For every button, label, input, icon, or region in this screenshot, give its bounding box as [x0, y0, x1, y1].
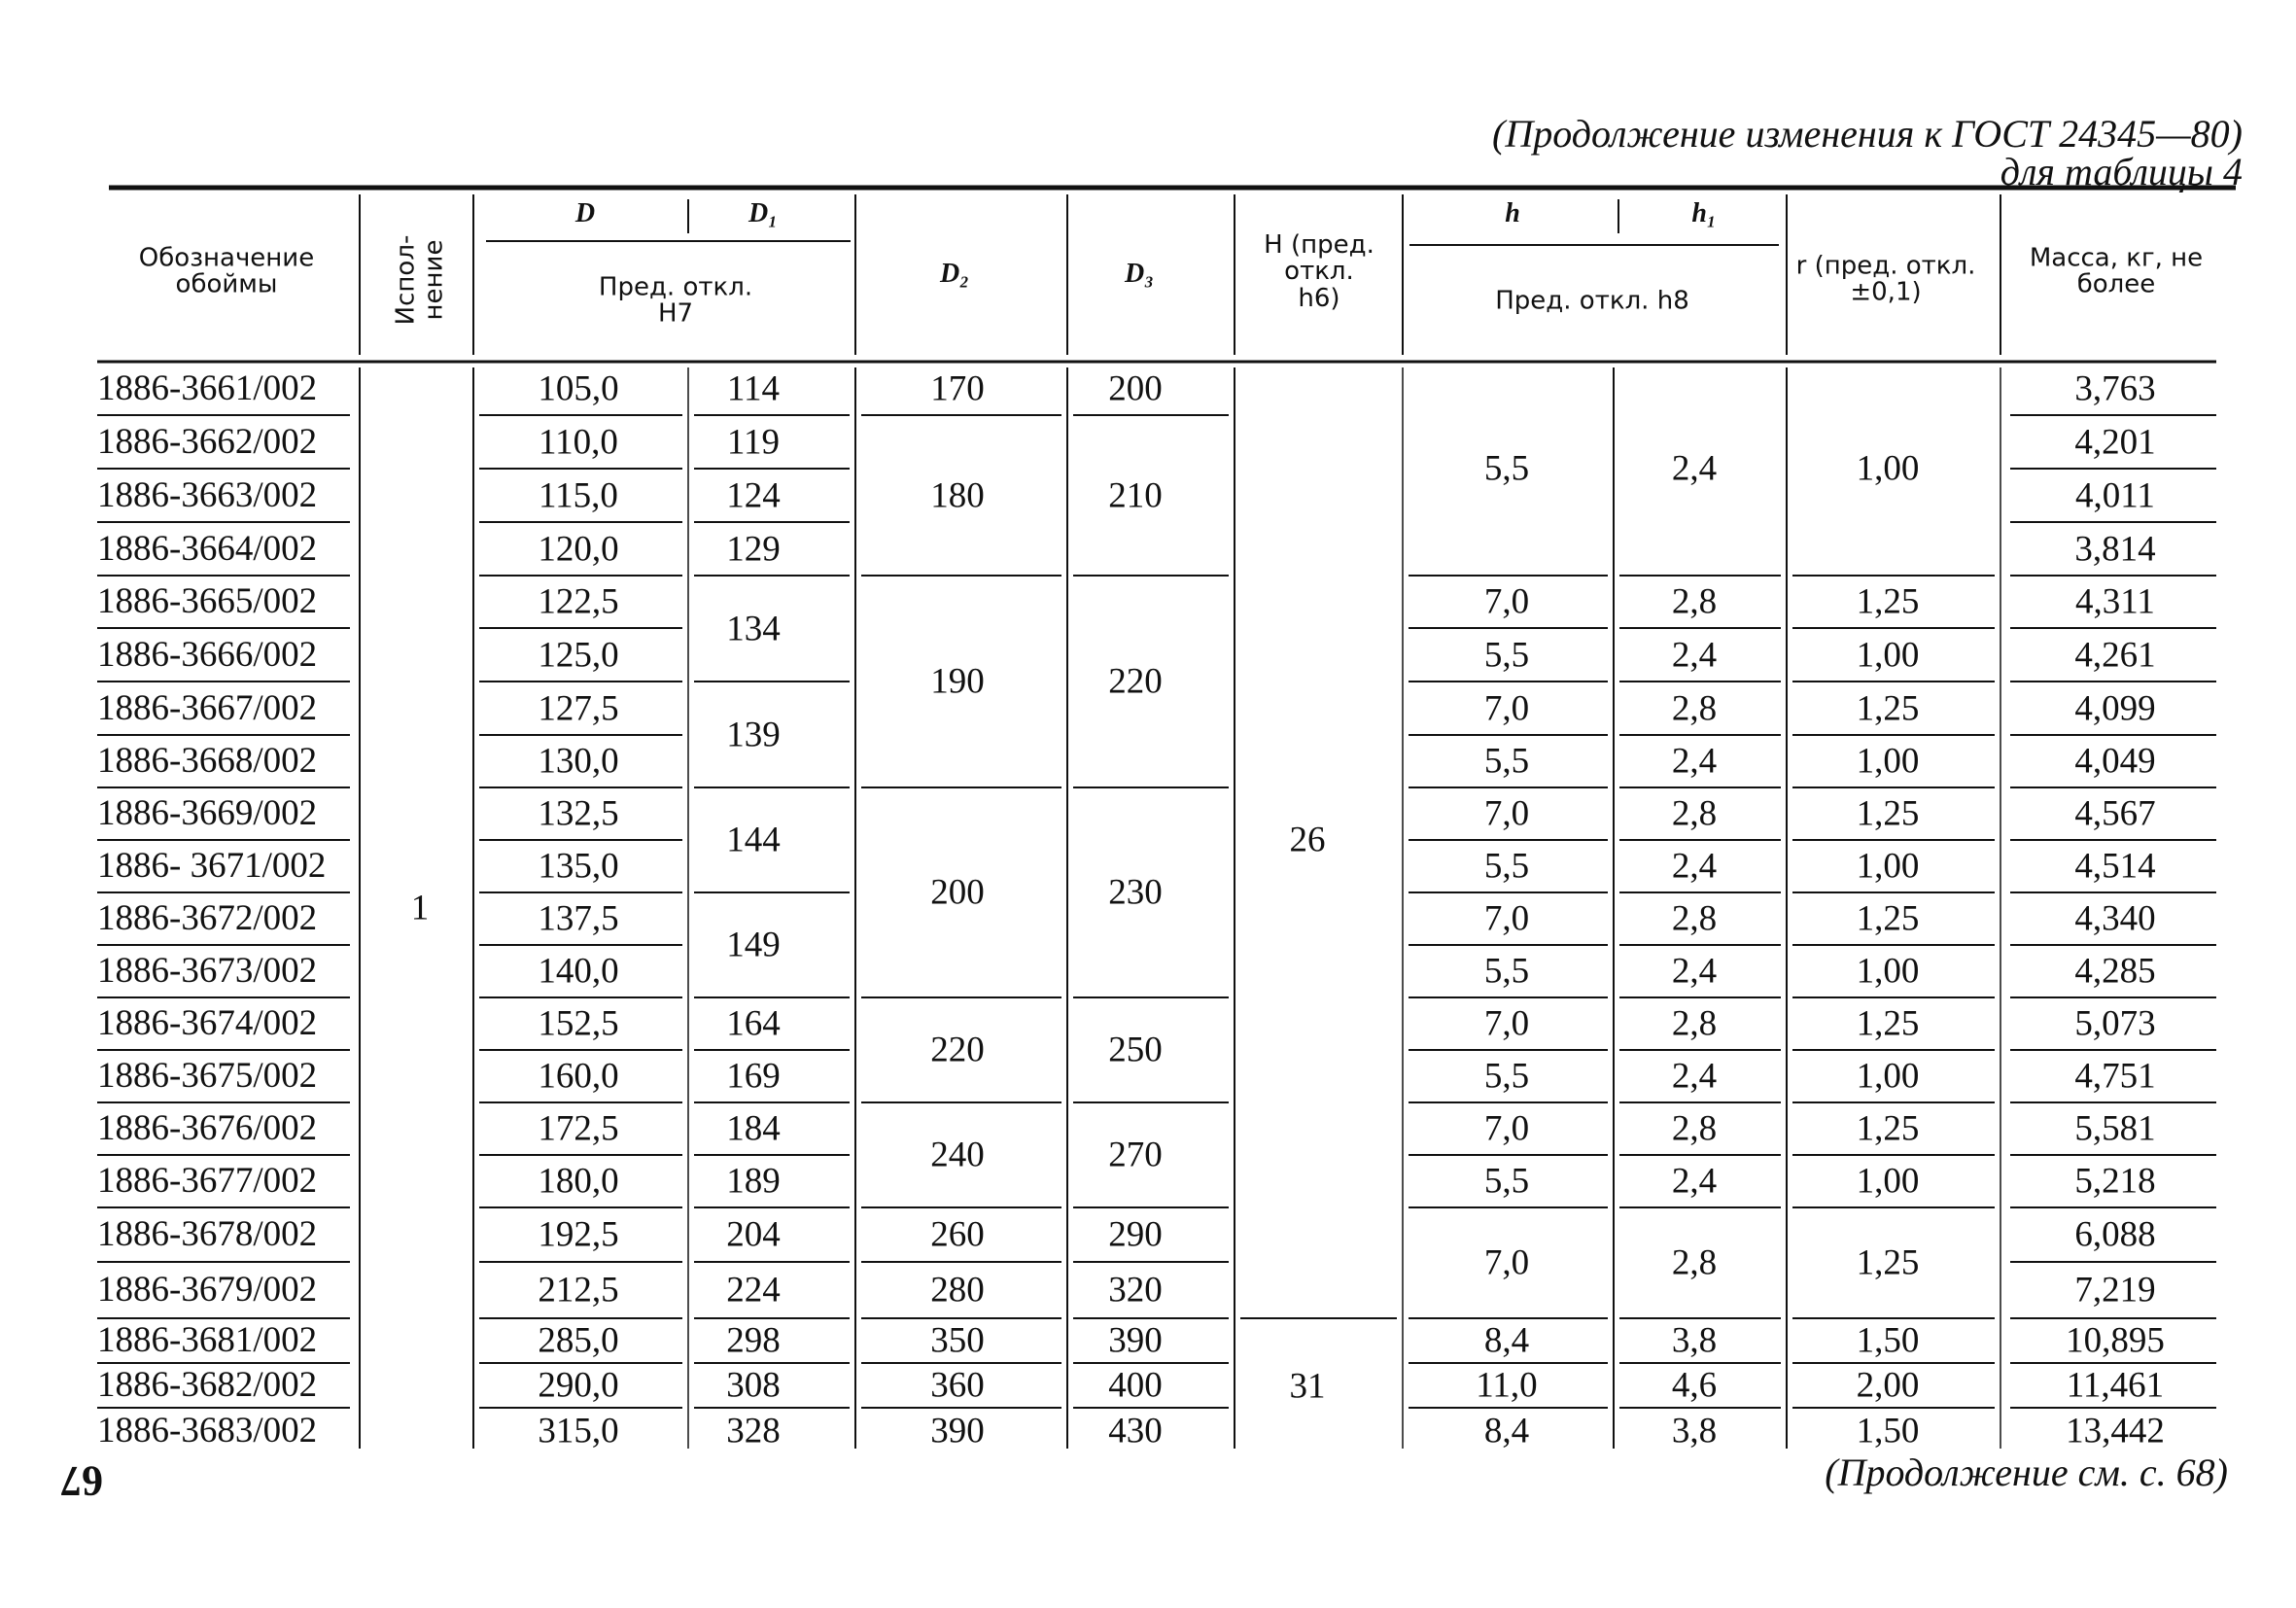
designation-cell: 1886-3683/002 [97, 1410, 318, 1451]
height-h-cell: 31 [1289, 1366, 1326, 1406]
header-d2: D₂ [940, 259, 969, 289]
header-mass: Масса, кг, не более [2029, 243, 2204, 299]
continuation-note: (Продолжение изменения к ГОСТ 24345—80) [1492, 112, 2243, 156]
d-cell: 212,5 [538, 1270, 619, 1311]
d3-cell: 250 [1108, 1030, 1163, 1070]
h1-cell: 4,6 [1671, 1365, 1718, 1406]
header-radius: r (пред. откл. ±0,1) [1795, 251, 1976, 307]
d1-cell: 224 [726, 1270, 781, 1311]
d1-cell: 144 [726, 820, 781, 860]
d3-cell: 220 [1108, 661, 1163, 702]
mass-cell: 4,340 [2074, 898, 2156, 939]
d2-cell: 350 [930, 1320, 985, 1361]
d3-cell: 400 [1108, 1365, 1163, 1406]
d1-cell: 134 [726, 609, 781, 648]
d-cell: 315,0 [538, 1411, 619, 1451]
h1-cell: 2,4 [1671, 741, 1718, 782]
d-cell: 130,0 [538, 741, 619, 782]
h-cell: 5,5 [1483, 448, 1530, 489]
designation-cell: 1886-3682/002 [97, 1365, 318, 1405]
mass-cell: 7,219 [2074, 1270, 2156, 1311]
height-h-cell: 26 [1289, 820, 1326, 860]
designation-cell: 1886-3665/002 [97, 581, 318, 621]
radius-cell: 1,50 [1856, 1411, 1920, 1451]
mass-cell: 11,461 [2066, 1365, 2165, 1406]
d2-cell: 360 [930, 1365, 985, 1406]
radius-cell: 1,25 [1856, 1242, 1920, 1283]
h-cell: 11,0 [1476, 1365, 1538, 1406]
d3-cell: 290 [1108, 1214, 1163, 1255]
h1-cell: 2,4 [1671, 1161, 1718, 1202]
radius-cell: 1,00 [1856, 741, 1920, 782]
designation-cell: 1886-3672/002 [97, 898, 318, 938]
designation-cell: 1886- 3671/002 [97, 846, 327, 886]
d3-cell: 430 [1108, 1411, 1163, 1451]
h1-cell: 2,4 [1671, 635, 1718, 675]
header-execution: Испол-нение [391, 234, 448, 326]
h-cell: 5,5 [1483, 846, 1530, 887]
d1-cell: 298 [726, 1320, 781, 1361]
mass-cell: 10,895 [2066, 1320, 2165, 1361]
radius-cell: 1,00 [1856, 448, 1920, 489]
d3-cell: 230 [1108, 872, 1163, 913]
d3-cell: 200 [1108, 368, 1163, 408]
d-cell: 137,5 [538, 898, 619, 939]
d2-cell: 390 [930, 1411, 985, 1451]
mass-cell: 3,814 [2074, 529, 2156, 569]
h1-cell: 2,4 [1671, 846, 1718, 887]
header-h: h [1505, 198, 1520, 228]
h-cell: 5,5 [1483, 951, 1530, 992]
radius-cell: 1,00 [1856, 1056, 1920, 1097]
d-cell: 135,0 [538, 846, 619, 887]
h1-cell: 2,4 [1671, 448, 1718, 489]
designation-cell: 1886-3675/002 [97, 1056, 318, 1096]
designation-cell: 1886-3667/002 [97, 687, 318, 728]
d-cell: 290,0 [538, 1365, 619, 1406]
mass-cell: 4,099 [2074, 688, 2156, 728]
designation-cell: 1886-3679/002 [97, 1270, 318, 1310]
radius-cell: 1,00 [1856, 846, 1920, 887]
d-cell: 152,5 [538, 1003, 619, 1044]
designation-cell: 1886-3669/002 [97, 793, 318, 833]
h-cell: 5,5 [1483, 741, 1530, 782]
radius-cell: 1,25 [1856, 793, 1920, 834]
header-d3: D₃ [1125, 259, 1154, 289]
designation-cell: 1886-3666/002 [97, 634, 318, 675]
table-reference: для таблицы 4 [2000, 150, 2243, 193]
header-designation: Обозначение обоймы [138, 243, 315, 299]
d-cell: 172,5 [538, 1108, 619, 1149]
d-cell: 132,5 [538, 793, 619, 834]
mass-cell: 4,201 [2074, 422, 2156, 462]
execution-cell: 1 [410, 888, 430, 927]
d2-cell: 170 [930, 368, 985, 408]
d1-cell: 129 [726, 529, 781, 569]
h1-cell: 3,8 [1671, 1320, 1718, 1361]
h1-cell: 2,8 [1671, 688, 1718, 728]
h1-cell: 2,4 [1671, 951, 1718, 992]
mass-cell: 4,567 [2074, 793, 2156, 834]
h-cell: 7,0 [1483, 581, 1530, 622]
radius-cell: 1,25 [1856, 688, 1920, 728]
d1-cell: 189 [726, 1161, 781, 1202]
header-tolerance-h8: Пред. откл. h8 [1495, 286, 1689, 316]
d-cell: 110,0 [539, 422, 618, 462]
d-cell: 285,0 [538, 1320, 619, 1361]
radius-cell: 1,00 [1856, 635, 1920, 675]
radius-cell: 1,25 [1856, 898, 1920, 939]
mass-cell: 4,049 [2074, 741, 2156, 782]
designation-cell: 1886-3664/002 [97, 528, 318, 569]
mass-cell: 3,763 [2074, 368, 2156, 408]
designation-cell: 1886-3678/002 [97, 1214, 318, 1254]
mass-cell: 13,442 [2066, 1411, 2165, 1451]
radius-cell: 1,25 [1856, 1003, 1920, 1044]
header-tolerance-h7: Пред. откл. H7 [598, 272, 753, 329]
mass-cell: 4,285 [2074, 951, 2156, 992]
h1-cell: 2,8 [1671, 1003, 1718, 1044]
d-cell: 127,5 [538, 688, 619, 728]
d-cell: 122,5 [538, 581, 619, 622]
designation-cell: 1886-3681/002 [97, 1320, 318, 1360]
d2-cell: 200 [930, 872, 985, 913]
header-d1: D₁ [748, 198, 778, 228]
d1-cell: 114 [726, 368, 781, 408]
d2-cell: 190 [930, 661, 985, 702]
radius-cell: 2,00 [1856, 1365, 1920, 1406]
mass-cell: 4,011 [2075, 475, 2155, 515]
d1-cell: 119 [726, 422, 781, 462]
d1-cell: 149 [726, 925, 781, 965]
designation-cell: 1886-3677/002 [97, 1161, 318, 1201]
d-cell: 105,0 [538, 368, 619, 408]
d1-cell: 328 [726, 1411, 781, 1451]
header-h1: h₁ [1691, 198, 1717, 228]
h1-cell: 2,4 [1671, 1056, 1718, 1097]
d1-cell: 164 [726, 1003, 781, 1044]
d1-cell: 184 [726, 1108, 781, 1149]
d1-cell: 139 [726, 715, 781, 754]
h-cell: 7,0 [1483, 1242, 1530, 1283]
h-cell: 5,5 [1483, 635, 1530, 675]
radius-cell: 1,25 [1856, 1108, 1920, 1149]
h1-cell: 2,8 [1671, 1108, 1718, 1149]
header-height-h: H (пред. откл. h6) [1264, 230, 1374, 313]
d1-cell: 308 [726, 1365, 781, 1406]
mass-cell: 6,088 [2074, 1214, 2156, 1255]
radius-cell: 1,00 [1856, 951, 1920, 992]
d2-cell: 180 [930, 475, 985, 515]
d-cell: 192,5 [538, 1214, 619, 1255]
d2-cell: 240 [930, 1135, 985, 1175]
header-d: D [574, 198, 596, 228]
h1-cell: 2,8 [1671, 581, 1718, 622]
d2-cell: 280 [930, 1270, 985, 1311]
mass-cell: 4,261 [2074, 635, 2156, 675]
d3-cell: 210 [1108, 475, 1163, 515]
designation-cell: 1886-3673/002 [97, 951, 318, 991]
radius-cell: 1,50 [1856, 1320, 1920, 1361]
d-cell: 140,0 [538, 951, 619, 992]
h-cell: 7,0 [1483, 793, 1530, 834]
d1-cell: 124 [726, 475, 781, 515]
designation-cell: 1886-3668/002 [97, 741, 318, 781]
h-cell: 7,0 [1483, 688, 1530, 728]
d1-cell: 169 [726, 1056, 781, 1097]
d3-cell: 320 [1108, 1270, 1163, 1311]
d-cell: 125,0 [538, 635, 619, 675]
h-cell: 7,0 [1483, 898, 1530, 939]
h-cell: 7,0 [1483, 1003, 1530, 1044]
designation-cell: 1886-3663/002 [97, 474, 318, 515]
h1-cell: 2,8 [1671, 898, 1718, 939]
continued-note: (Продолжение см. с. 68) [1825, 1451, 2228, 1494]
page-number: 67 [60, 1457, 103, 1505]
designation-cell: 1886-3674/002 [97, 1003, 318, 1043]
d-cell: 180,0 [538, 1161, 619, 1202]
d-cell: 120,0 [538, 529, 619, 569]
h-cell: 8,4 [1483, 1320, 1530, 1361]
h1-cell: 2,8 [1671, 793, 1718, 834]
radius-cell: 1,00 [1856, 1161, 1920, 1202]
d-cell: 115,0 [539, 475, 618, 515]
h1-cell: 2,8 [1671, 1242, 1718, 1283]
d3-cell: 390 [1108, 1320, 1163, 1361]
designation-cell: 1886-3662/002 [97, 421, 318, 462]
h-cell: 5,5 [1483, 1056, 1530, 1097]
d-cell: 160,0 [538, 1056, 619, 1097]
h-cell: 8,4 [1483, 1411, 1530, 1451]
mass-cell: 4,311 [2075, 581, 2155, 622]
mass-cell: 5,218 [2074, 1161, 2156, 1202]
mass-cell: 5,073 [2074, 1003, 2156, 1044]
h-cell: 5,5 [1483, 1161, 1530, 1202]
radius-cell: 1,25 [1856, 581, 1920, 622]
mass-cell: 5,581 [2074, 1108, 2156, 1149]
designation-cell: 1886-3661/002 [97, 367, 318, 408]
d1-cell: 204 [726, 1214, 781, 1255]
designation-cell: 1886-3676/002 [97, 1108, 318, 1148]
d2-cell: 220 [930, 1030, 985, 1070]
d3-cell: 270 [1108, 1135, 1163, 1175]
mass-cell: 4,514 [2074, 846, 2156, 887]
mass-cell: 4,751 [2074, 1056, 2156, 1097]
h1-cell: 3,8 [1671, 1411, 1718, 1451]
h-cell: 7,0 [1483, 1108, 1530, 1149]
d2-cell: 260 [930, 1214, 985, 1255]
